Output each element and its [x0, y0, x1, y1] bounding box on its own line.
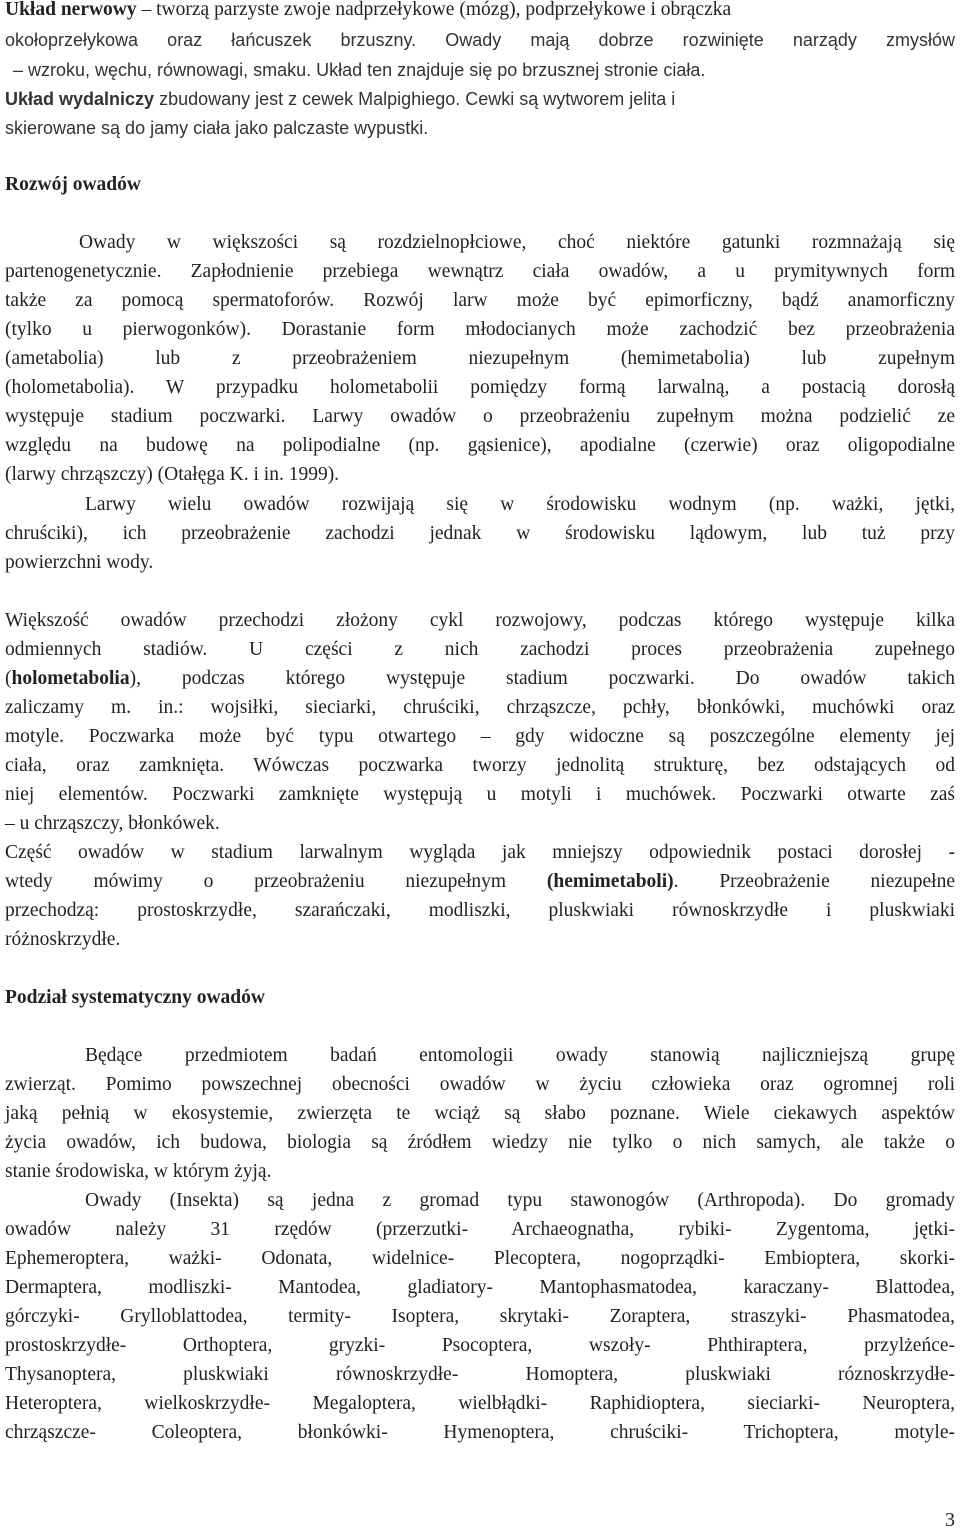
intro-line-1: Układ nerwowy – tworzą parzyste zwoje nadprzełykowe (mózg), podprzełykowe i obrączka	[5, 0, 732, 20]
paragraph-line: życia owadów, ich budowa, biologia są źródłem wiedzy nie tylko o nich samych, ale także o	[5, 1132, 955, 1153]
paragraph-line: powierzchni wody.	[5, 552, 154, 573]
paragraph-line: motyle. Poczwarka może być typu otwartego – gdy widoczne są poszczególne elementy jej	[5, 726, 955, 747]
paragraph-line: (holometabolia). W przypadku holometabolii pomiędzy formą larwalną, a postacią dorosłą	[5, 377, 955, 398]
paragraph-line: Larwy wielu owadów rozwijają się w środowisku wodnym (np. ważki, jętki,	[85, 494, 955, 515]
paragraph-line: przechodzą: prostoskrzydłe, szarańczaki, modliszki, pluskwiaki równoskrzydłe i pluskwiaki	[5, 900, 955, 921]
paragraph-line: jaką pełnią w ekosystemie, zwierzęta te wciąż są słabo poznane. Wiele ciekawych aspektów	[5, 1103, 955, 1124]
paragraph-line: Heteroptera, wielkoskrzydłe- Megaloptera, wielbłądki- Raphidioptera, sieciarki- Neuroptera,	[5, 1393, 955, 1414]
paragraph-line: Będące przedmiotem badań entomologii owady stanowią najliczniejszą grupę	[85, 1045, 955, 1066]
paragraph-line: stanie środowiska, w którym żyją.	[5, 1161, 272, 1182]
paragraph-line: prostoskrzydłe- Orthoptera, gryzki- Psocoptera, wszoły- Phthiraptera, przylżeńce-	[5, 1335, 955, 1356]
paragraph-line: chruściki), ich przeobrażenie zachodzi jednak w środowisku lądowym, lub tuż przy	[5, 523, 955, 544]
bold-term-hemimetaboli: (hemimetaboli)	[546, 871, 674, 892]
paragraph-line: zaliczamy m. in.: wojsiłki, sieciarki, chruściki, chrząszcze, pchły, błonkówki, muchówki oraz	[5, 697, 955, 718]
bold-term-holometabolia: holometabolia	[11, 668, 130, 689]
paragraph-line: Thysanoptera, pluskwiaki równoskrzydłe- Homoptera, pluskwiaki róznoskrzydłe-	[5, 1364, 955, 1385]
paragraph-line: niej elementów. Poczwarki zamknięte występują u motyli i muchówek. Poczwarki otwarte zaś	[5, 784, 955, 805]
paragraph-line: zwierząt. Pomimo powszechnej obecności owadów w życiu człowieka oraz ogromnej roli	[5, 1074, 955, 1095]
paragraph-line: Dermaptera, modliszki- Mantodea, gladiatory- Mantophasmatodea, karaczany- Blattodea,	[5, 1277, 955, 1298]
bold-term-excretory-system: Układ wydalniczy	[5, 89, 155, 109]
section-heading-systematics: Podział systematyczny owadów	[5, 987, 265, 1008]
paragraph-line: Większość owadów przechodzi złożony cykl rozwojowy, podczas którego występuje kilka	[5, 610, 955, 631]
paragraph-line: górczyki- Grylloblattodea, termity- Isoptera, skrytaki- Zoraptera, straszyki- Phasmatodea,	[5, 1306, 955, 1327]
paragraph-line: (larwy chrząszczy) (Otałęga K. i in. 1999).	[5, 464, 340, 485]
intro-line-4: Układ wydalniczy zbudowany jest z cewek Malpighiego. Cewki są wytworem jelita i	[5, 89, 676, 109]
paragraph-line: partenogenetycznie. Zapłodnienie przebiega wewnątrz ciała owadów, a u prymitywnych form	[5, 261, 955, 282]
paragraph-line: wtedy mówimy o przeobrażeniu niezupełnym (hemimetaboli). Przeobrażenie niezupełne	[5, 871, 956, 892]
paragraph-line: chrząszcze- Coleoptera, błonkówki- Hymenoptera, chruściki- Trichoptera, motyle-	[5, 1422, 955, 1443]
bold-term-nervous-system: Układ nerwowy	[5, 0, 137, 20]
paragraph-line: Owady w większości są rozdzielnopłciowe, choć niektóre gatunki rozmnażają się	[79, 232, 955, 253]
section-heading-development: Rozwój owadów	[5, 174, 141, 195]
paragraph-line: (tylko u pierwogonków). Dorastanie form młodocianych może zachodzić bez przeobrażenia	[5, 319, 955, 340]
paragraph-line: (holometabolia), podczas którego występuje stadium poczwarki. Do owadów takich	[5, 668, 955, 689]
page-number: 3	[945, 1509, 955, 1531]
paragraph-line: Owady (Insekta) są jedna z gromad typu stawonogów (Arthropoda). Do gromady	[85, 1190, 955, 1211]
paragraph-line: – u chrząszczy, błonkówek.	[5, 813, 220, 834]
intro-line-3: – wzroku, węchu, równowagi, smaku. Układ ten znajduje się po brzusznej stronie ciała.	[13, 60, 706, 80]
intro-line-2: okołoprzełykowa oraz łańcuszek brzuszny. Owady mają dobrze rozwinięte narządy zmysłów	[5, 30, 955, 50]
intro-line-5: skierowane są do jamy ciała jako palczaste wypustki.	[5, 118, 429, 138]
paragraph-line: owadów należy 31 rzędów (przerzutki- Archaeognatha, rybiki- Zygentoma, jętki-	[5, 1219, 955, 1240]
paragraph-line: różnoskrzydłe.	[5, 929, 121, 950]
paragraph-line: względu na budowę na polipodialne (np. gąsienice), apodialne (czerwie) oraz oligopodialne	[5, 435, 955, 456]
paragraph-line: Ephemeroptera, ważki- Odonata, widelnice- Plecoptera, nogoprządki- Embioptera, skorki-	[5, 1248, 955, 1269]
paragraph-line: odmiennych stadiów. U części z nich zachodzi proces przeobrażenia zupełnego	[5, 639, 955, 660]
paragraph-line: ciała, oraz zamknięta. Wówczas poczwarka tworzy jednolitą strukturę, bez odstających od	[5, 755, 955, 776]
paragraph-line: (ametabolia) lub z przeobrażeniem niezupełnym (hemimetabolia) lub zupełnym	[5, 348, 955, 369]
paragraph-line: także za pomocą spermatoforów. Rozwój larw może być epimorficzny, bądź anamorficzny	[5, 290, 955, 311]
paragraph-line: Część owadów w stadium larwalnym wygląda jak mniejszy odpowiednik postaci dorosłej -	[5, 842, 955, 863]
paragraph-line: występuje stadium poczwarki. Larwy owadów o przeobrażeniu zupełnym można podzielić ze	[5, 406, 955, 427]
